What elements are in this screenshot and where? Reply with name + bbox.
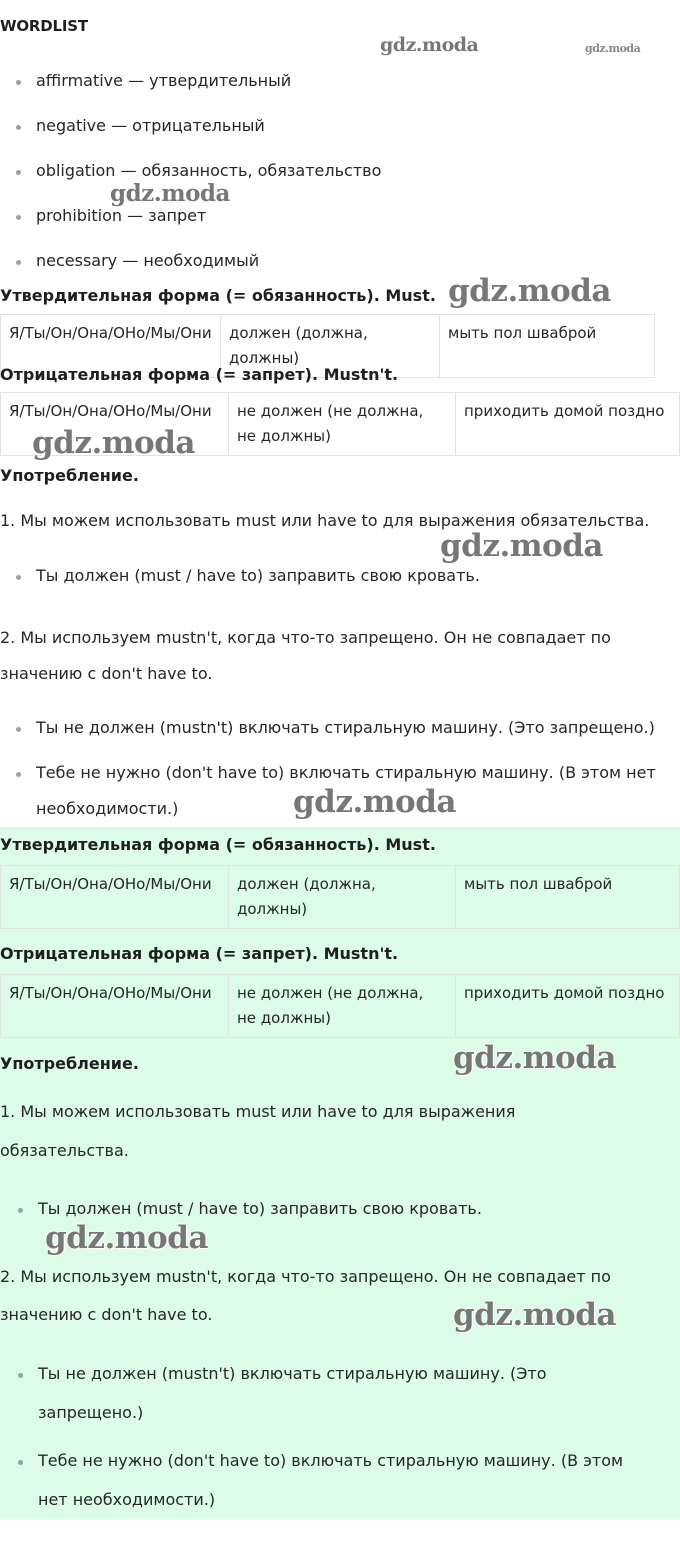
usage-rule: 1. Мы можем использовать must или have to для выражения обязательства. xyxy=(0,511,650,530)
table-cell: приходить домой поздно xyxy=(456,975,680,1038)
usage-example: Ты должен (must / have to) заправить свою кровать. xyxy=(36,566,480,585)
usage-example-continued: необходимости.) xyxy=(36,799,179,818)
bullet-icon xyxy=(16,170,21,175)
negative-heading: Отрицательная форма (= запрет). Mustn't. xyxy=(0,944,399,963)
bullet-icon xyxy=(18,1208,23,1213)
table-cell: Я/Ты/Он/Она/ОНо/Мы/Они xyxy=(1,975,229,1038)
bullet-icon xyxy=(16,260,21,265)
table-cell: Я/Ты/Он/Она/ОНо/Мы/Они xyxy=(1,393,229,456)
usage-rule-continued: значению с don't have to. xyxy=(0,1305,213,1324)
table-cell: приходить домой поздно xyxy=(456,393,680,456)
bullet-icon xyxy=(18,1373,23,1378)
bullet-icon xyxy=(16,125,21,130)
watermark-logo: gdz.moda xyxy=(585,42,641,55)
usage-heading: Употребление. xyxy=(0,1054,139,1073)
usage-rule-continued: значению с don't have to. xyxy=(0,664,213,683)
table-cell: мыть пол шваброй xyxy=(440,315,655,378)
table-row xyxy=(1,975,680,1038)
watermark-logo: gdz.moda xyxy=(448,273,611,309)
negative-table xyxy=(0,974,680,1038)
table-cell: должен (должна, должны) xyxy=(229,866,456,929)
usage-example-continued: запрещено.) xyxy=(38,1403,144,1422)
usage-rule: 2. Мы используем mustn't, когда что-то запрещено. Он не совпадает по xyxy=(0,1267,611,1286)
watermark-logo: gdz.moda xyxy=(440,528,603,564)
usage-example: Ты не должен (mustn't) включать стиральную машину. (Это запрещено.) xyxy=(36,718,655,737)
bullet-icon xyxy=(16,575,21,580)
table-cell: Я/Ты/Он/Она/ОНо/Мы/Они xyxy=(1,315,221,378)
bullet-icon xyxy=(18,1460,23,1465)
usage-rule-continued: обязательства. xyxy=(0,1141,129,1160)
wordlist-item: prohibition — запрет xyxy=(36,206,207,225)
wordlist-item: necessary — необходимый xyxy=(36,251,260,270)
bullet-icon xyxy=(16,727,21,732)
bullet-icon xyxy=(16,80,21,85)
negative-heading: Отрицательная форма (= запрет). Mustn't. xyxy=(0,365,399,384)
usage-heading: Употребление. xyxy=(0,466,139,485)
watermark-logo: gdz.moda xyxy=(380,34,479,56)
table-cell: должен (должна, должны) xyxy=(221,315,440,378)
table-row xyxy=(1,866,680,929)
usage-example: Тебе не нужно (don't have to) включать стиральную машину. (В этом xyxy=(38,1451,624,1470)
watermark-logo: gdz.moda xyxy=(293,784,456,820)
affirmative-table xyxy=(0,865,680,929)
table-cell: не должен (не должна, не должны) xyxy=(229,393,456,456)
bullet-icon xyxy=(16,215,21,220)
usage-example: Тебе не нужно (don't have to) включать стиральную машину. (В этом нет xyxy=(36,763,656,782)
usage-example-continued: нет необходимости.) xyxy=(38,1490,216,1509)
usage-example: Ты не должен (mustn't) включать стиральную машину. (Это xyxy=(38,1364,547,1383)
watermark-logo: gdz.moda xyxy=(453,1297,616,1333)
watermark-logo: gdz.moda xyxy=(110,180,230,207)
table-cell: Я/Ты/Он/Она/ОНо/Мы/Они xyxy=(1,866,229,929)
watermark-logo: gdz.moda xyxy=(45,1220,208,1256)
wordlist-item: negative — отрицательный xyxy=(36,116,265,135)
affirmative-heading: Утвердительная форма (= обязанность). Must. xyxy=(0,286,436,305)
usage-rule: 1. Мы можем использовать must или have to для выражения xyxy=(0,1102,516,1121)
table-cell: мыть пол шваброй xyxy=(456,866,680,929)
wordlist-title: WORDLIST xyxy=(0,17,88,35)
wordlist-item: obligation — обязанность, обязательство xyxy=(36,161,382,180)
watermark-logo: gdz.moda xyxy=(32,425,195,461)
table-cell: не должен (не должна, не должны) xyxy=(229,975,456,1038)
bullet-icon xyxy=(16,772,21,777)
wordlist-item: affirmative — утвердительный xyxy=(36,71,292,90)
watermark-logo: gdz.moda xyxy=(453,1040,616,1076)
usage-rule: 2. Мы используем mustn't, когда что-то запрещено. Он не совпадает по xyxy=(0,628,611,647)
usage-example: Ты должен (must / have to) заправить свою кровать. xyxy=(38,1199,482,1218)
affirmative-heading: Утвердительная форма (= обязанность). Must. xyxy=(0,835,436,854)
